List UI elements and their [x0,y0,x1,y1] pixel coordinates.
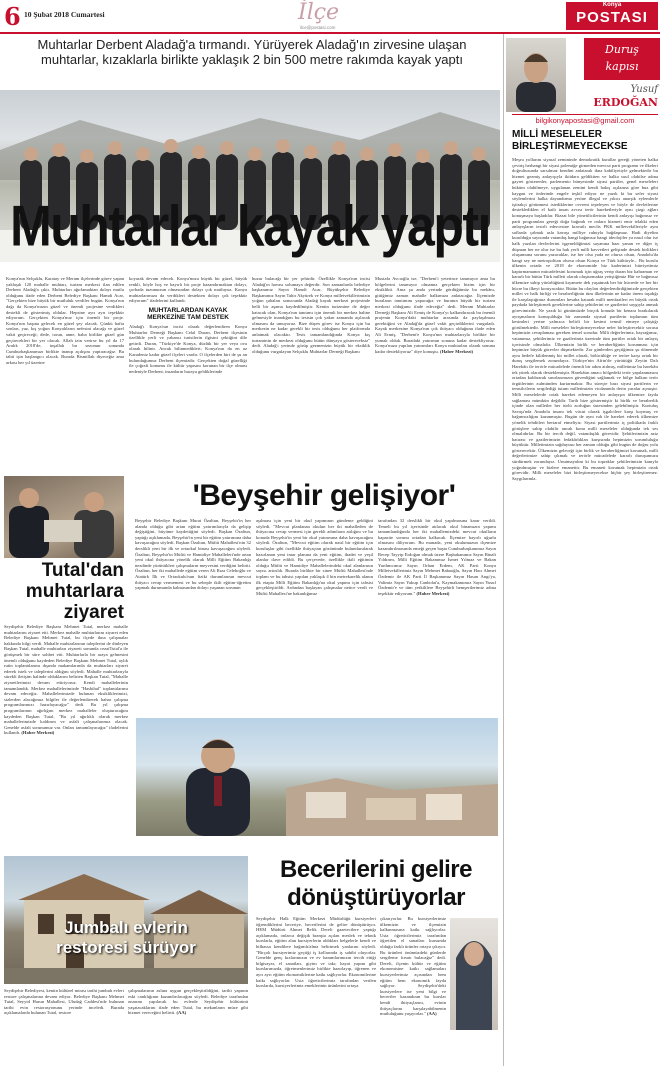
lead-col-2 [129,276,247,468]
beysehir-photo [136,718,498,836]
columnist-name [570,84,658,109]
brand-name: POSTASI [576,9,648,26]
lead-col-1-text: Konya'nın Selçuklu, Karatay ve Meram ilçelerinde görev yapan yaklaşık 120 mahalle muhtarı, turizm merkezi ilan edilen Derbent Aladağ'a çıktı. Muhtarları ağırlamaktan dolayı mutlu olduğunu ifade eden Derbent Belediye Başkanı Hamdi Acar, "Gerçekten bize büyük bir mutluluk verdiler bugün. Konya'nın dağı da Konya'mızın güzel ve önemli projesine verdikleri destekli de gösterimiş oldular. Hepsine ayrı ayrı teşekkür ediyorum. Gerçekten Konya'mız için önemli bir proje. Konya'nın başına gelecek en güzel şey olacak. Çünkü hafta sonları, yaz, kış yoğun Konyalıların nefesini alacağı ve güzel vakit geçireceği; dede, torun, anne, baba birlikte güzel gün geçirecekleri bir yer olacak. Allah izin verirse bu yıl da 17 Aralık 2018'de, inşallah bu sezonun sonunda Cumhurbaşkanımızı birlikte inanıp açılışını yaptıracağız. Bu tabii işin başlangıcı olacak. Burada Bismillah diyeceğiz ama arkası her yıl üzerine [6,276,124,365]
lead-col-2-text: koyarak devam edecek. Konya'mıza büyük bir güzel, büyük renkli, böyle hoş ve hayırlı bir proje kazandırmaktan dolayı, çorbada tuzumuzun olmasından dolayı çok mutluyuz. Konya muhtarlarımıza da verdikleri destekten dolayı çok teşekkür ediyorum" ifadelerini kullandı. [129,276,247,304]
lead-subheading: MUHTARLARDAN KAYAK MERKEZİNE TAM DESTEK [147,306,229,321]
becerileri-photo-illustration [450,918,498,1030]
beysehir-credit: (Haber Merkezi) [416,590,450,596]
columnist-email[interactable]: bilgikonyapostasi@gmail.com [512,114,658,126]
jumbali-credit: (AA) [176,1010,187,1016]
lead-col-1 [6,276,124,468]
columnist-last-name: ERDOĞAN [593,96,658,109]
issue-date: 10 Şubat 2018 Cumartesi [24,10,105,19]
lead-col-3 [252,276,370,468]
column-title-line-2: BİRLEŞTİRMEYECEKSE [512,141,628,152]
becerileri-credit: (AA) [426,1011,437,1017]
jumbali-col-1-text: Seydişehir Belediyesi, kentin kültürel mirası tarihi jumbalı evleri restore çalışmalarına devam ediyor. Belediye Başkanı Mehmet Tutal, Seyyid Harun Mahallesi, Uludağ Caddesi'nde bulunan tarihi evin restorasyonunu yerinde inceledi. Burada açıklamalarda bulunan Tutal, restore [4,988,124,1016]
becerileri-headline-line-2: dönüştürüyorlar [287,884,465,911]
columnist-photo-illustration [506,38,566,112]
lead-credit: (Haber Merkezi) [440,348,473,354]
lead-col-4-text: Mustafa Avcıoğlu ise, "Derbent'i yeterince tanımıyor ama bu bölgelerini tanımıyor olmamız gerçekten bizim için bir eksiklikti. Ama şu anda yerinde gördüğümüz bu mekânı, gittiğimiz zaman mahalle halkımıza anlatacağız. İlçemizde buraların tanıtımını yapacağız ve buranın büyük bir turizm merkezi olduğunu ifade edeceğiz" dedi. Meram Muhtarlar Derneği Başkanı Ali Ermiş de Konya'yı kalkındıracak bu önemli projenin Konya'daki muhtarlar arasında da paylaşılması gerektiğini ve Aladağ'da güzel vakit geçirdiklerini vurguladı. Kayak merkezine Konya'nın çok ihtiyacı olduğunu ifade eden Ali Ermiş, "Derbent'e Konya'nın muhtarlarıyla birlikte bir yumak olduk. Buradaki yatırımın sonuna kadar destekliyoruz. Konya'mıza yapılan yatırımları Konya muhtarları olarak sonuna kadar destekliyoruz" diye konuştu. [375,276,495,354]
tutal-body [4,624,128,836]
becerileri-col-1-text: Seydişehir Halk Eğitim Merkezi Müdürlüğü kursiyerleri öğrendiklerini beceriye, becerilerini de gelire dönüştürüyor. HEM Müdürü Ahmet Refik Dereli gazetecilere yaptığı açıklamada, onlarca değişik branşta açılan meslek ve teknik kurslarla, eğitim alan kursiyerlerin aldıkları belgelerle kendi ve bilhassa kendilere bağımlı/alma belirtmek yanlarını söyledi. "Birçok kursiyerimiz geçtiği iş kollarında iş sahibi oluyorlar. Genelde genç kızlarımızın ve ev hanımlarımızın tercih ettiği bilgisayar, el sanatları, giyim ve takı; hayat yapım gibi kurslarımızda, öğretmenlerimiz birlikte hazırlayıp, öğrenen ve ayrı ayrı eğitim ekonomiklerine katkı sağlıyorlar. Ekonomilerine katkı sağlıyorlar. Usta öğreticilerimiz tarafından verilen kurslarda, kursiyerlerimiz emeklerinin ürünlerini ortaya [256,916,376,989]
columnist-photo [506,38,566,112]
column-body [512,157,658,1064]
jumbali-headline [8,918,244,958]
beysehir-col-1-text: Beyşehir Belediye Başkanı Murat Özaltun, Beyşehir'in her alanda olduğu gibi artan eğitim yatırımlarıyla da gelişip değiştiğini, büyüme kaydettiğini söyledi. Başkan Özaltun, yaptığı açıklamada, Beyşehir'in yeni bir eğitim yatırımına daha kavuşacağını söyledi. Başkan Özaltun, Müftü Mahallesi'nin 32 derslikli yeni bir ilk ve ortaokul binası kavuşacağını söyledi. Özaltun, Beyşehir'in Müftü ve Hamidiye Mahalleleri'nde artan yeni okul ihtiyacına yönelik olarak Milli Eğitim Bakanlığı nezdinde yürüttükleri çalışmaların meyvesini verdiğini belirtti. Özaltun, her iki mahallede eğitim veren Ali Rıza Celeboğlu ve Atatürk İlk ve Ortaokulu'nun fiziki durumlarının mevcut ihtiyacı cevap vermemesi ve bu sebeple ikili eğitim-öğretim yapmak durumunda kalmasından dolayı yaşanan sorunun [135,518,251,591]
becerileri-photo [450,918,498,1030]
lead-deck: Muhtarlar Derbent Aladağ'a tırmandı. Yürüyerek Aladağ'ın zirvesine ulaşan muhtarlar, kızaklarla birlikte yaklaşık 2 bin 500 metre rakımda kayak yaptı [37,37,467,67]
becerileri-headline-line-1: Becerilerini gelire [280,856,472,883]
beysehir-photo-illustration [136,718,498,836]
tutal-headline: Tutal'dan muhtarlara ziyaret [25,560,124,623]
becerileri-headline [254,856,498,912]
page-number: 6 [4,2,21,31]
beysehir-col-2 [256,518,373,716]
jumbali-col-2-text: çalışmalarının aslına uygun gerçekleştirildiğini, tarihi yapının eski canlılığının kazandırılacağını söyledi. Belediye tarafından onarımı yapılacak bu evlerde Seydişehir kültürünü yaşatacaklarını ifade eden Tutal, bu mekanların müze gibi hizmet vereceğini belirtti. [128,988,248,1016]
column-body-text: Meşru yollarını siyasal zemininde demokratik kurallar gereği yöneten halka çeviriş herhangi bir siyasi polemiğe girmeden mevcut parti programı ve ilkeleri doğrultusunda sarsılmaz kendini anlatarak ikna kabiliyetiyle gelmektedir bu hizmet gezmiş anlayışıyla iktidara geldiktten ve halka usul olabilse adına gayret gösterenler, parlemento bünyesinde siyasi partiler, genel meseleleri hüküm olabilmeye, uygulanan zemini kendi bakış açılarına göre buz gibi kaygan ve önlerinde engele teşkil ediyor ne yazık ki bu sefer siyasi söylemlerini halka dayandırma yerine illegal ve yıkıcı anarşik eylemlerle iştirakçi görünmesi istediklerine cevreni tepeleyen ve böyle de devletlerine desteklediklen el katlı insan avcısı terör hareketleriyle aynı çizgi ağları konuşmaya başladılar. Bizzat bile yönetilicilerinin kendi anlayışı bağımsız ve parti programları gereği doğa bağımlı ve onlara hizmeti emir telakki eden anlayışların tesirli edercesine kravatlı meclis PKK milletvekilleriyle aynı saflarda çalmak asla kavaşı milliye ruhuyla bağdaşmaz. Hadi diyelim kurulduğu sayısında vatandaş hangi bağımsız hangi ideolojiler ya nasıl olur ise halk yazılan devlerlerini işgeneldiğimizi sayanına bazı yanan ve diğer iç düşman her ne olur ise bu hak yerli milli kavvetleri gelişinde destek birlikleri oluşumuna sorunu yazacaklar, ise her olsa yada ne olursa olsun, Anadolu'da hangi sey ne metropolitan olursa olsun Konya ve Türk kültüryle... Bu kurulu ülkenin ortada ve 2018 de ekonomide biz kaderimizi hürriyetimiz kaptırmamanın mücadelesini korumak için uğraş verip duran biz kahraman ve kararlı bir bütün Türk milleti olarak oluşturmakta yetiştiğimiz Hür ve bağımsız ülkemize sahip yürürlüğünü kıyamete dek yaşatmak her bir hücrede ve her bir hücre bu ilkeyi koruyacaktır. Bütün bu olayları değerlendirdiğimizde gerçekten millet ve halk birliği ve beraberliğinin tüm ilkelerinin ne kadar önem taşıdığı ile karşılaştığımız durumları hesaba katarak milli menfaatleri en büyük ortak paydada birleştirmek gereklerine sahip şehitlerini ve gazilerini saygıyla anmak görevimizdir. Ne yazık ki günümüzde birçok konuda bir kenara bırakılarak ayrışmaların konuşulduğu bir zamanda siyasal partilerin toplumun tüm kesimleri yerine yalnızca belirli bir kesimi temsil etmeye çalıştığı görülmektedir. Milli meseleler birleştirmeyecekse neler birleştirecektir sorusu hepimizin cevaplaması gereken temel sorudur. Milli değerlerimiz, bayrağımız, vatanımız, şehitlerimiz ve gazilerimiz üzerinde tüm partiler ortak bir anlayış içerisinde olmalıdır. Ülkemizin birlik ve beraberliğinin korunması için hepimize büyük görevler düşmektedir. Zor günlerden geçtiğimiz şu dönemde aynı hedefe kilitlenmiş bir millet olarak, bölücülüğe ve teröre karşı ortak bir duruş sergilemek zorundayız. Türkiye'nin Afrin'de yürüttüğü Zeytin Dalı Harekâtı ile terörle mücadelede önemli bir adım atılmış, milletimiz bu harekâtı tek yürek olarak desteklemiştir. Harekâtın amacı bölgedeki terör yapılanmasını ortadan kaldırarak sınırlarımızın güvenliğini sağlamak ve bölge halkını terör örgütlerinin zulmünden kurtarmaktır. Bu süreçte bazı siyasi partilerin ve temsilcilerin sergilediği tutum milletimizin vicdanında derin yaralar açmıştır. Milli meselelerde ortak hareket edemeyen bir anlayışın ülkemize fayda sağlaması mümkün değildir. Tarih bize göstermiştir ki birlik ve beraberlik içinde olan milletler her türlü zorluğun üstesinden gelebilmiştir. Kurtuluş Savaşı'nda Anadolu insanı tek vücut olarak işgalcilere karşı koymuş ve bağımsızlığını kazanmıştır. Bugün de aynı ruh ile hareket ederek ülkemize yönelik tehditleri bertaraf etmeliyiz. Siyasi partilerimiz iç politikada farklı görüşlere sahip olabilir ancak konu milli meseleler olduğunda tek ses olmalıdırlar. Bu bir tercih değil, vatandaşlık görevidir. Şehitlerimizin aziz hatırası ve gazilerimizin fedakârlıkları karşısında hepimizin sorumluluğu büyüktür. Milletimizin sağduyusu her zaman olduğu gibi bugün de doğru yolu gösterecektir. Ülkemizin geleceği için birlik ve beraberliğimizi korumak, milli değerlerimize sahip çıkmak ve terörle mücadelede kararlı duruşumuzu sürdürmek zorundayız. Unutmayalım ki bu topraklar şehitlerimizin kanıyla yoğrulmuştur ve bizlere emanettir. Bu emaneti korumak hepimizin ortak görevidir. Milli meseleler bizi birleştirmeyecekse hiçbir şey birleştiremez. Saygılarımla. [512,157,658,481]
columnist-first-name: Yusuf [630,84,658,95]
jumbali-headline-line-2: restoresi sürüyor [56,938,196,957]
section-title: İlçe [298,0,340,25]
column-tab-line-2: kapısı [605,60,639,73]
lead-col-3-text: huzur bulacağı bir yer şehirdir. Özellikle Konya'nın incisi Aladağ'ın havası solumaya değerdir. Son zamanlarda belediye başkanımız Sayın Hamdi Acar, Büyükşehir Belediye Başkanımız Sayın Tahir Akyürek ve Konya milletvekillerimizin yoğun çabaları sonucunda Aladağ kayak merkezi projesinde belli bir aşama kaydedilmiştir. Kentin turizmine de değer katacak olan, Konya'nın tanıtımı için önemli bir merkez haline gelmesiyle inandığım bu tesisin çok yakın zamanda açılacak olmasını da umuyoruz. Bize düşen görev ise Konya için bu merkezin ne kadar gerekli bir tesis olduğunu her platformda anlatmak olacaktır. Tesis tamamlandığında Konya kış turizminin de merkezi olduğunu bütün dünyaya göstereceksiz" dedi. Aladağ'ı yerinde görüp gezmenizin büyük bir eksiklik olduğunu vurgulayan Selçuklu Muhtarlar Derneği Başkanı [252,276,370,354]
jumbali-col-1 [4,988,124,1064]
masthead [0,0,660,34]
lead-col-2b-text: Aladağ'ı Konya'nın incisi olarak değerlendiren Konya Muhtarlar Derneği Başkanı Celal Duran, Derbent ilçesinin özellikle yerli ve yabancı turistlerin ilgisini çektiğini dile getirdi. Duran, "Türkiye'de Konya, düzlük bir yer veya ova olarak bilinir. Ancak bilinmedikleri; Konya'nın da en az Karadeniz kadar güzel ilçeleri vardır. O ilçelerden biri de şu an bulunduğumuz Derbent ilçemizdir. Gerçekten doğal güzelliği ile çoğrafi konumu ile kültür yapısını korunan bir ilçe olması nedeniyle Derbent, insanların buraya geldiklerinde [129,323,247,374]
column-divider [503,34,504,1066]
tutal-credit: (Haber Merkezi) [21,730,55,736]
tutal-body-text: Seydişehir Belediye Başkanı Mehmet Tutal, merkez mahalle muhtarlarını ziyaret etti. Merkez mahalle muhtarlarını ziyaret eden Belediye Başkanı Mehmet Tutal, bu ilçede ikna çalışmalar hakkında bilgi verdi. Mahalle muhtarlarının taleplerini de dinleyen Başkan Tutal, mahalle muhtarları ziyareti sonunda cezaiTutal'a ile görüşmek bir süre sohbet etti. Muhtarlarla bir araya gelmesini önemli olduğunu kaydeden Belediye Başkanı Mehmet Tutal, aylık rutin toplantılarımı dışında makamlarında da muhtarları ziyaret ederek istek ve taleplerini aldığını söyledi. Mahalle muhtarlarıyla sürekli iletişim halinde olduklarını belirten Başkan Tutal, "Mahalle ziyaretlerimizi devam ettiriyoruz. Kendi mahallelerinin tamamlandık. Merkez mahallelerimizde "Hasbihal" toplantılarımı devam edeceğiz. Mahallelerimizde bulunan eksikliklerimizi, sizlerden alacağımız bilgiler ile değerlendirerek bahar çalışma programlarımızı hazırlayacağız" dedi. Bu yıl çalışma programlarının ağırlığını merkez mahalleler oluşturacağını kaydeden Başkan Tutal, "Bu yıl ağırlıklı olarak merkez mahallelerimizde kaldırım ve asfalt çalışmalarımız olacak. Genelde asfalt sorunumuz var. Onları tamamlayacağız" ifadelerini kullandı. [4,624,128,736]
column-tab [584,38,660,80]
column-title-line-1: MİLLİ MESELELER [512,129,602,140]
beysehir-col-2-text: aşılması için yeni bir okul yapımının gündeme geldiğini söyledi. "Mevcut planlanan okulun her iki mahalleden de ihtiyacına cevap vermesi için gerekli adımların atılığını ve bu konuda Beyşehir'in yeni bir okul yatırımına daha kavuşacağını söyledi. Özaltun, "Mevcut eğitim olarak nasıl bir eğitim için kuruluşlar gibi özellikle ihtiyaçtan gözönünde bulundurularak hazırlanan yeni imar planına da yeni eğitim, ibadet ve yeşil alanlar ilave edildi. Bu çerçevede, özellikle ikili eğitimin olduğu Müftü ve Hamidiye Mahallelerindeki okul alanlarının sayısı artırıldı. Burada birlikte bir sinee Müftü Mahallesi'nde toplam ve bu tahsisi yapılan yaklaşık 4 bin metrekarelik alanın ilk etapta Milli Eğitim Bakanlığı'na okul yapımı için tahsisi gerçekleştirildi. Ardından başlayan çalışmalar netice verdi ve Müftü Mahallesi'ne bakanlığımız [256,518,373,596]
jumbali-headline-line-1: Jumbalı evlerin [64,918,188,937]
beysehir-headline: 'Beyşehir gelişiyor' [192,479,456,512]
section-email: ilce@postasi.com [300,25,336,30]
beysehir-col-1 [135,518,251,716]
lead-headline: Muhtarlar kayak yaptı [10,193,490,259]
column-tab-line-1: Duruş [605,43,639,56]
becerileri-col-2-text: çıkarıyorlar. Bu kursiyerlerimiz ülkemizin ve ilçemizin kalkınmasına katkı sağlıyorlar. Usta öğreticilerimiz tarafından öğretilen el sanatları kursunda olduğu farklı ürünler ortaya çıkıyor. Bu ürünleri önümüzdeki günlerde sergileme fırsatı bulacağız" dedi. Dereli, ilçenin kültür ve eğitim ekonomisine katkı sağlamaları kursiyerlerimiz açısından hem eğitim hem ekonomik fayda sağlıyor. Seydişehir'deki kursiyerlere ise yeni bilgi ve beceriler kazandıran bu kurslar kendi ihtiyaçlarını, evinin ihtiyaçlarını karşılayabilmenin mutluluğunu yaşıyorlar." [380,916,446,1017]
becerileri-col-1 [256,916,376,1064]
column-title [512,129,658,153]
brand-logo [566,2,658,30]
tutal-photo [4,476,124,558]
jumbali-col-2 [128,988,248,1064]
lead-col-4 [375,276,495,468]
brand-prefix: Konya [602,2,622,8]
beysehir-col-3-text: tarafından 32 derslikli bir okul yapılmasına karar verildi. Temeli bu yıl içerisinde atılacak okul binamızın yapımı tamamlandığında her iki mahallemizdeki mevcut okulların kapasite sorunu ortadan kalkacak. İlçemize hayırlı uğurlu olmasını diliyorum. Bu manada, yeni okulumuzun ilçemize kazandırılmasında emeği geçen başta Cumhurbaşkanımız Sayın Recep Tayyip Erdoğan olmak üzere Başbakanımız Sayın Binali Yıldırım, Milli Eğitim Bakanımız İsmet Yılmaz ve Bakan Yardımcımız Sayın Orhan Erdem, AK Parti Konya Milletvekillerimiz Sayın Mehmet Babaoğlu, Sayın Hacı Ahmet Özdemir ile AK Parti İl Başkanımız Sayın Hasan Angı'ya, Valimiz Sayın Yakup Canbolat'a, Kaymakamımız Sayın Yusuf Özdemir'e ve tüm yetkililere Beyşehirli hemşerilerimiz adına teşekkür ediyorum." [378,518,496,596]
becerileri-col-2 [380,916,446,1064]
tutal-photo-illustration [4,476,124,558]
beysehir-col-3 [378,518,496,716]
